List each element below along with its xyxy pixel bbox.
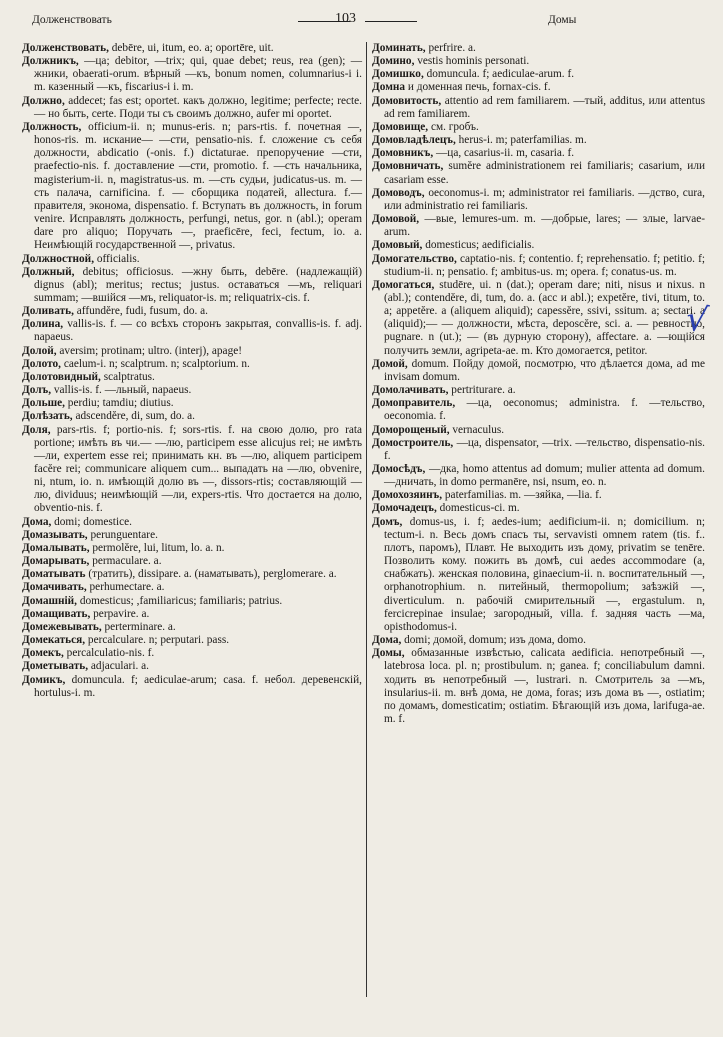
entry-definition: debitus; officiosus. —жну быть, debēre. (надлежащій) dignus (abl); meritus; rectus; justus. оставаться —мъ, reliquari summam; —вшійся —мъ, reliquator-is. m; reliquatrix-cis. f. (34, 265, 362, 304)
entry-headword: Дома, (372, 634, 402, 647)
entry-headword: Домоводъ, (372, 186, 425, 199)
entry-headword: Доливать, (22, 305, 74, 318)
entry-definition: —ца, casarius-ii. m, casaria. f. (436, 147, 575, 160)
dictionary-entry (22, 568, 362, 581)
entry-headword: Долѣзать, (22, 410, 73, 423)
dictionary-entry (372, 95, 705, 121)
entry-definition: officialis. (96, 252, 140, 265)
entry-headword: Доморощеный, (372, 423, 450, 436)
running-header (0, 10, 723, 30)
entry-definition: debēre, ui, itum, eo. a; oportēre, uit. (111, 42, 274, 54)
entry-definition: —вые, lemures-um. m. —добрые, lares; — злые, larvae-arum. (384, 213, 705, 239)
entry-definition: pertriturare. a. (451, 384, 516, 397)
dictionary-entry (372, 160, 705, 186)
entry-headword: Долженствовать, (22, 42, 109, 54)
dictionary-entry (22, 55, 362, 94)
dictionary-entry (22, 595, 362, 608)
dictionary-entry (22, 581, 362, 594)
entry-headword: Домашній, (22, 594, 77, 607)
dictionary-entry (22, 542, 362, 555)
entry-definition: oeconomus-i. m; administrator rei familiaris. —дство, cura, или administratio rei familiaris. (384, 186, 706, 212)
entry-headword: Домовничать, (372, 160, 444, 173)
dictionary-entry (22, 253, 362, 266)
entry-headword: Домовище, (372, 120, 429, 133)
dictionary-entry (22, 621, 362, 634)
entry-definition: caelum-i. n; scalptrum. n; scalptorium. n. (63, 357, 250, 370)
entry-definition: vallis-is. f. — со всѣхъ сторонъ закрытая, convallis-is. f. adj. napaeus. (34, 318, 362, 344)
dictionary-entry (22, 555, 362, 568)
entry-headword: Домежевывать, (22, 620, 102, 633)
entry-headword: Домащивать, (22, 607, 91, 620)
entry-definition: domus-us, i. f; aedes-ium; aedificium-ii. n; domicilium. n; tectum-i. n. Весь домъ спасъ ты, servavisti omnem ratem (tis. f.. плотъ, паромъ), Плавт. Не выходить изъ дому, privatim se tenēre. Позволить кому. пожить въ домѣ, cui aedes accommodare (a, снабжать). женская половина, ginaecium-ii. n. воспитательный —, orphanotrophium. n. питейный, thermopolium; заѣзжій —, diverticulum. n. рабочій смирительный —, ergastulum. n, fercicrepinae insulae; загородный, villa. f. задняя часть —ма, opisthodomus-i. (384, 515, 705, 633)
entry-headword: Домино, (372, 55, 415, 68)
dictionary-entry (22, 42, 362, 55)
dictionary-entry (22, 397, 362, 410)
entry-headword: Домекъ, (22, 647, 64, 660)
entry-headword: Домохозяинъ, (372, 489, 443, 502)
entry-definition: perunguentare. (90, 528, 158, 541)
entry-definition: permolĕre, lui, litum, lo. a. n. (92, 541, 225, 554)
dictionary-entry (372, 437, 705, 463)
pencil-check-mark-icon: √ (683, 298, 711, 342)
entry-headword: Должникъ, (22, 55, 79, 68)
entry-definition: pars-rtis. f; portio-nis. f; sors-rtis. f. на свою долю, pro rata portione; имѣть въ чи.— —лю, participem esse alicujus rei; не имѣть —ли, expertem esse rei; принимать кн. въ —лю, aliquem participem facĕre rei; communicare aliquem cum... выпадать на —лю, obvenire, ni, ntum, io. n. имѣющій долю въ —, dissors-rtis; составляющій —лю, dividuus; неимѣющій —ли, expers-rtis. Что достается на долю, obventio-nis. f. (34, 423, 362, 515)
entry-definition: —ца, oeconomus; administra. f. —тельство, oeconomia. f. (384, 397, 705, 423)
entry-definition: studēre, ui. n (dat.); operam dare; niti, nisus и nixus. n (abl.); contendĕre, di, tum, do. a. (acc и abl.); expetĕre, tivi, titum, to. a; appetĕre. a (aliquem aliquid); capessĕre, ssivi, ssitum. a; sectari. a (aliquid);— — должности, мѣста, deposcĕre, sci. a. — ревностно, pugnare. n (ut.); — (въ дурную сторону), affectare. a. —ющійся получить земли, agripeta-ae. m. Кто домогается, petitor. (384, 278, 705, 357)
dictionary-entry (22, 318, 362, 344)
dictionary-entry (372, 121, 705, 134)
dictionary-entry (22, 660, 362, 673)
dictionary-entry (22, 358, 362, 371)
entry-definition: aversim; protinam; ultro. (interj), apage! (59, 344, 242, 357)
entry-headword: Домишко, (372, 68, 424, 81)
entry-definition: percalculare. n; perputari. pass. (87, 634, 230, 647)
entry-headword: Домазывать, (22, 528, 88, 541)
entry-definition: perfrire. a. (428, 42, 476, 54)
dictionary-entry (22, 424, 362, 516)
entry-definition: —дка, homo attentus ad domum; mulier attenta ad domum. —дничать, in domo permanēre, nsi, nsum, eo. n. (384, 463, 705, 489)
entry-headword: Домовитость, (372, 94, 442, 107)
entry-definition: domi; домой, domum; изъ дома, domo. (404, 634, 586, 647)
entry-headword: Домовый, (372, 239, 423, 252)
header-right-guide-word: Домы (548, 14, 577, 26)
dictionary-entry (372, 424, 705, 437)
entry-headword: Домосѣдъ, (372, 463, 426, 475)
dictionary-entry (372, 42, 705, 55)
entry-definition: attentio ad rem familiarem. —тый, additus, или attentus ad rem familiarem. (384, 94, 705, 120)
column-divider (366, 42, 367, 997)
entry-headword: Домарывать, (22, 555, 90, 568)
entry-headword: Домачивать, (22, 581, 87, 594)
dictionary-entry (372, 55, 705, 68)
entry-headword: Должность, (22, 120, 82, 133)
entry-headword: Домовой, (372, 213, 420, 226)
entry-definition: paterfamilias. m. —зяйка, —lia. f. (444, 489, 602, 502)
dictionary-entry (372, 516, 705, 634)
entry-definition: обмазанные извѣстью, calicata aedificia. непотребный —, latebrosa loca. pl. n; prostibulum. n; ganea. f; conciliabulum damni. ходить въ непотребный —, lustrari. n. Смотритель за —мъ, insularius-ii. m. внѣ дома, не дома, foras; изъ дома въ —, ostiatim; по домамъ, domesticatim; ostiatim. Бѣгающій изъ дома, larifuga-ae. m. f. (384, 647, 705, 725)
entry-headword: Долото, (22, 357, 61, 370)
entry-headword: Домы, (372, 647, 405, 660)
dictionary-entry (22, 371, 362, 384)
dictionary-entry (22, 608, 362, 621)
entry-headword: Должный, (22, 265, 75, 278)
page-number: 103 (335, 11, 356, 26)
dictionary-entry (22, 95, 362, 121)
dictionary-entry (372, 81, 705, 94)
right-column (372, 42, 705, 726)
entry-headword: Домъ, (372, 515, 403, 528)
entry-definition: domesticus; ,familiaricus; familiaris; patrius. (79, 594, 283, 607)
dictionary-entry (372, 187, 705, 213)
entry-definition: officium-ii. n; munus-eris. n; pars-rtis. f. почетная —, honos-ris. m. искание— —сти, pensatio-nis. f. сложение съ себя должности, abdicatio (-onis. f.) dictaturae. препоручение —сти, praefectio-nis. f. доставление —сти, promotio. f. —сть начальника, magisterium-ii. n, magistratus-us. m. —сть судьи, judicatus-us. m. —сть палача, carnificina. f. — сборщика податей, allectura. f.— правителя, эконома, dispensatio. f. Вступать въ должность, in forum venire. Исправлять должность, perfungi, netus, gor. n (abl.); operam dare pro aliquo; Поручать —, praeficēre, feci, fectum, io. a. Неимѣющій государственной —, privatus. (34, 120, 362, 252)
entry-definition: —ца; debitor, —trix; qui, quae debet; reus, rea (gen); —жники, obaerati-orum. вѣрный —къ, bonum nomen, columnarius-i i. m. казенный —къ, fiscarius-i i. m. (34, 55, 362, 94)
header-left-guide-word: Долженствовать (32, 14, 112, 26)
entry-definition: vallis-is. f. —льный, napaeus. (53, 384, 192, 397)
dictionary-entry (372, 502, 705, 515)
dictionary-entry (22, 529, 362, 542)
dictionary-entry (22, 121, 362, 253)
entry-definition: (тратить), dissipare. a. (наматывать), perglomerare. a. (88, 568, 337, 581)
entry-headword: Должностной, (22, 252, 95, 265)
dictionary-entry (22, 266, 362, 305)
dictionary-entry (372, 253, 705, 279)
dictionary-entry (372, 397, 705, 423)
entry-definition: и доменная печь, fornax-cis. f. (407, 81, 551, 94)
entry-definition: domesticus-ci. m. (439, 502, 520, 515)
entry-definition: addecet; fas est; oportet. какъ должно, legitime; perfecte; recte. — но быть, certe. Поди ты съ своимъ должно, aufer mi oportet. (34, 94, 362, 120)
dictionary-entry (22, 305, 362, 318)
entry-definition: sumĕre administrationem rei familiaris; casarium, или casariam esse. (384, 160, 705, 186)
entry-headword: Домогательство, (372, 252, 457, 265)
dictionary-entry (372, 213, 705, 239)
dictionary-entry (372, 239, 705, 252)
entry-definition: domum. Пойду домой, посмотрю, что дѣлается дома, ad me invisam domum. (384, 357, 705, 383)
dictionary-entry (372, 647, 705, 726)
entry-definition: perpavire. a. (93, 607, 150, 620)
entry-headword: Доминать, (372, 42, 426, 54)
entry-definition: adscendĕre, di, sum, do. a. (75, 410, 195, 423)
entry-headword: Долъ, (22, 384, 52, 397)
dictionary-entry (372, 634, 705, 647)
dictionary-entry (22, 634, 362, 647)
dictionary-entry (372, 134, 705, 147)
entry-headword: Домой, (372, 357, 408, 370)
dictionary-entry (372, 147, 705, 160)
entry-definition: herus-i. m; paterfamilias. m. (458, 134, 587, 147)
entry-headword: Домолачивать, (372, 384, 449, 397)
dictionary-entry (372, 358, 705, 384)
entry-definition: adjaculari. a. (90, 660, 149, 673)
entry-definition: percalculatio-nis. f. (66, 647, 155, 660)
entry-headword: Домалывать, (22, 541, 90, 554)
entry-headword: Домекаться, (22, 634, 86, 647)
dictionary-entry (372, 279, 705, 358)
dictionary-entry (22, 345, 362, 358)
entry-definition: domuncula. f; aediculae-arum. f. (426, 68, 575, 81)
entry-headword: Долина, (22, 318, 64, 331)
entry-headword: Домовникъ, (372, 147, 434, 160)
entry-headword: Доматывать (22, 568, 86, 581)
entry-definition: domi; domestice. (54, 515, 132, 528)
dictionary-entry (372, 68, 705, 81)
entry-definition: —ца, dispensator, —trix. —тельство, dispensatio-nis. f. (384, 436, 705, 462)
dictionary-entry (372, 463, 705, 489)
entry-headword: Дольше, (22, 397, 65, 410)
header-rule-right (365, 21, 417, 22)
entry-definition: captatio-nis. f; contentio. f; reprehensatio. f; petitio. f; studium-ii. n; pensatio. f; ambitus-us. m; opera. f; conatus-us. m. (384, 252, 705, 278)
entry-definition: perterminare. a. (104, 620, 176, 633)
entry-headword: Домоправитель, (372, 397, 456, 410)
dictionary-entry (22, 384, 362, 397)
left-column (22, 42, 362, 700)
entry-headword: Домовладѣлецъ, (372, 134, 456, 147)
entry-definition: scalptratus. (103, 370, 155, 383)
entry-headword: Домна (372, 81, 406, 94)
entry-headword: Домочадецъ, (372, 502, 437, 515)
entry-definition: perhumectare. a. (89, 581, 165, 594)
entry-headword: Дома, (22, 515, 52, 528)
dictionary-entry (372, 489, 705, 502)
entry-definition: см. гробъ. (430, 120, 479, 133)
entry-definition: vestis hominis personati. (417, 55, 530, 68)
entry-headword: Домостроитель, (372, 436, 454, 449)
dictionary-entry (22, 410, 362, 423)
entry-definition: vernaculus. (452, 423, 505, 436)
entry-headword: Домикъ, (22, 673, 66, 686)
entry-headword: Домогаться, (372, 278, 435, 291)
entry-definition: perdiu; tamdiu; diutius. (67, 397, 174, 410)
entry-headword: Доля, (22, 423, 51, 436)
dictionary-entry (22, 647, 362, 660)
entry-headword: Долой, (22, 344, 57, 357)
entry-definition: domuncula. f; aediculae-arum; casa. f. небол. деревенскій, hortulus-i. m. (34, 673, 362, 699)
entry-definition: affundĕre, fudi, fusum, do. a. (76, 305, 209, 318)
dictionary-entry (372, 384, 705, 397)
entry-headword: Долотовидный, (22, 370, 101, 383)
entry-definition: domesticus; aedificialis. (425, 239, 535, 252)
entry-headword: Дометывать, (22, 660, 89, 673)
entry-headword: Должно, (22, 94, 65, 107)
entry-definition: permaculare. a. (92, 555, 162, 568)
dictionary-entry (22, 674, 362, 700)
dictionary-entry (22, 516, 362, 529)
